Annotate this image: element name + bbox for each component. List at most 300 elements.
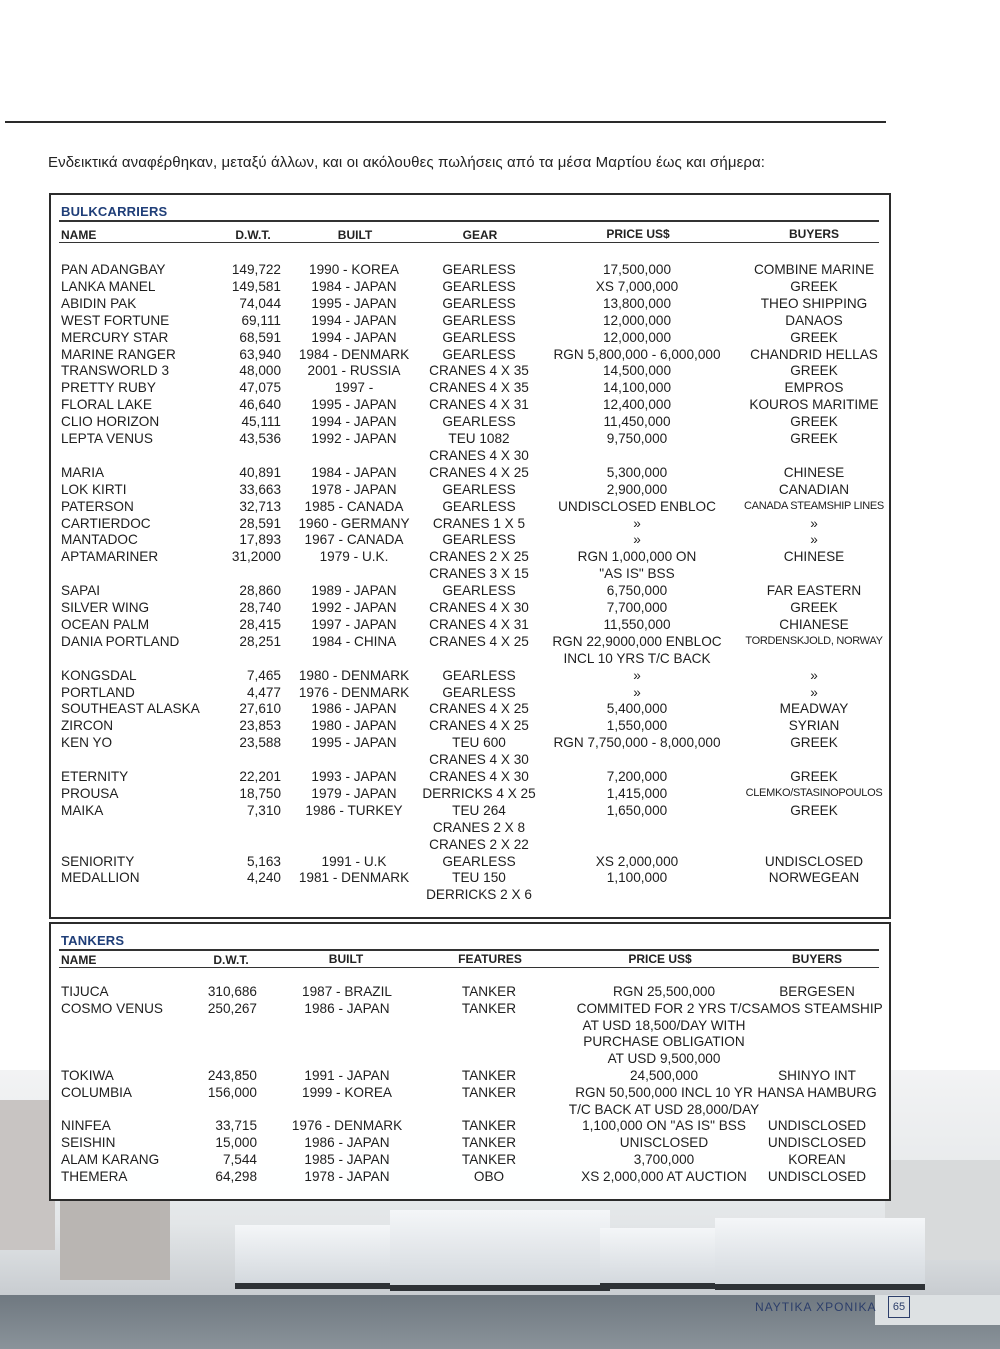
header-buyers: BUYERS xyxy=(791,952,843,966)
cell-features: TANKER xyxy=(461,1118,517,1134)
cell-price: 1,550,000 xyxy=(606,718,668,734)
cell-buyers: COMBINE MARINE xyxy=(753,262,875,277)
table-row xyxy=(51,1134,889,1151)
cell-buyers: KOREAN xyxy=(788,1152,846,1167)
cell-built: 1986 - JAPAN xyxy=(304,1135,390,1151)
cell-built: 1986 - JAPAN xyxy=(304,1000,390,1016)
cell-name: WEST FORTUNE xyxy=(61,312,170,328)
ship xyxy=(715,1218,925,1290)
divider xyxy=(59,967,879,968)
cell-features: TANKER xyxy=(461,1068,517,1083)
cell-built: 1992 - JAPAN xyxy=(311,431,397,446)
cell-buyers: GREEK xyxy=(790,735,838,751)
table-row xyxy=(51,278,889,295)
cell-price: INCL 10 YRS T/C BACK xyxy=(563,650,711,666)
cell-name: LOK KIRTI xyxy=(61,481,127,497)
cell-gear: GEARLESS xyxy=(442,414,516,430)
harbor-building xyxy=(0,1100,55,1250)
cell-built: 1980 - JAPAN xyxy=(311,718,397,734)
cell-name: TOKIWA xyxy=(61,1068,114,1083)
cell-price: » xyxy=(633,667,641,683)
cell-built: 1979 - U.K. xyxy=(319,549,389,565)
cell-dwt: 33,663 xyxy=(239,481,281,497)
cell-buyers: UNDISCLOSED xyxy=(767,1168,867,1184)
cell-name: MERCURY STAR xyxy=(61,329,169,345)
cell-features: OBO xyxy=(473,1168,505,1184)
cell-dwt: 28,740 xyxy=(239,600,281,615)
cell-built: 1997 - JAPAN xyxy=(311,616,397,632)
cell-price: » xyxy=(633,532,641,548)
cell-gear: GEARLESS xyxy=(442,853,516,869)
cell-price: » xyxy=(633,684,641,700)
cell-gear: CRANES 1 X 5 xyxy=(432,515,526,531)
table-row xyxy=(51,464,889,481)
cell-built: 1986 - JAPAN xyxy=(311,701,397,717)
table-row xyxy=(51,346,889,363)
cell-price: 9,750,000 xyxy=(606,431,668,446)
cell-dwt: 28,591 xyxy=(239,515,281,531)
cell-name: PRETTY RUBY xyxy=(61,380,156,396)
cell-gear: TEU 600 xyxy=(452,735,506,751)
table-row xyxy=(51,362,889,379)
cell-built: 1994 - JAPAN xyxy=(311,312,397,328)
cell-dwt: 48,000 xyxy=(239,363,281,379)
table-row xyxy=(51,1067,889,1084)
cell-dwt: 31,2000 xyxy=(231,549,281,565)
cell-built: 1985 - JAPAN xyxy=(304,1152,390,1167)
cell-buyers: UNDISCLOSED xyxy=(767,1135,867,1151)
header-buyers: BUYERS xyxy=(788,227,840,241)
header-price: PRICE US$ xyxy=(628,952,692,966)
cell-buyers: TORDENSKJOLD, NORWAY xyxy=(745,634,883,647)
header-name: NAME xyxy=(61,228,97,242)
cell-name: PAN ADANGBAY xyxy=(61,262,166,277)
cell-name: SOUTHEAST ALASKA xyxy=(61,701,200,717)
table-row xyxy=(51,447,889,464)
table-row xyxy=(51,413,889,430)
cell-built: 1997 - xyxy=(334,380,374,396)
cell-gear: TEU 264 xyxy=(452,802,506,818)
cell-gear: CRANES 4 X 31 xyxy=(429,397,529,413)
table-row xyxy=(51,751,889,768)
cell-dwt: 149,722 xyxy=(231,262,281,277)
cell-price: PURCHASE OBLIGATION xyxy=(583,1034,745,1050)
cell-price: 24,500,000 xyxy=(629,1068,699,1083)
cell-buyers: GREEK xyxy=(790,329,838,345)
cell-name: LEPTA VENUS xyxy=(61,431,153,446)
table-row xyxy=(51,869,889,886)
cell-buyers: CHIANESE xyxy=(779,616,849,632)
cell-built: 1984 - JAPAN xyxy=(311,464,397,480)
cell-price: 14,500,000 xyxy=(602,363,672,379)
cell-buyers: » xyxy=(810,515,818,531)
cell-name: ETERNITY xyxy=(61,769,129,784)
cell-dwt: 18,750 xyxy=(239,785,281,801)
cell-built: 1967 - CANADA xyxy=(304,532,404,548)
cell-buyers: NORWEGEAN xyxy=(768,870,860,886)
header-dwt: D.W.T. xyxy=(213,953,249,967)
ship xyxy=(390,1210,610,1291)
cell-name: CLIO HORIZON xyxy=(61,414,160,430)
cell-buyers: SYRIAN xyxy=(788,718,840,734)
header-built: BUILT xyxy=(328,952,364,966)
cell-name: ALAM KARANG xyxy=(61,1152,160,1167)
cell-dwt: 5,163 xyxy=(246,853,281,869)
table-row xyxy=(51,329,889,346)
cell-price: 12,000,000 xyxy=(602,312,672,328)
cell-dwt: 7,544 xyxy=(222,1152,257,1167)
cell-gear: CRANES 4 X 25 xyxy=(429,633,529,649)
cell-name: OCEAN PALM xyxy=(61,616,150,632)
divider xyxy=(59,949,879,951)
cell-name: CARTIERDOC xyxy=(61,515,151,531)
cell-price: 3,700,000 xyxy=(633,1152,695,1167)
table-row xyxy=(51,1033,889,1050)
cell-buyers: MEADWAY xyxy=(779,701,849,717)
cell-gear: CRANES 4 X 30 xyxy=(429,600,529,615)
cell-name: THEMERA xyxy=(61,1168,128,1184)
cell-price: UNDISCLOSED ENBLOC xyxy=(558,498,716,514)
cell-name: KEN YO xyxy=(61,735,113,751)
cell-price: 2,900,000 xyxy=(606,481,668,497)
cell-gear: CRANES 4 X 25 xyxy=(429,701,529,717)
cell-built: 1995 - JAPAN xyxy=(311,397,397,413)
cell-name: COSMO VENUS xyxy=(61,1000,163,1016)
cell-dwt: 28,860 xyxy=(239,583,281,599)
cell-features: TANKER xyxy=(461,984,517,999)
cell-dwt: 7,310 xyxy=(246,802,281,818)
cell-price: RGN 22,9000,000 ENBLOC xyxy=(552,633,722,649)
cell-gear: GEARLESS xyxy=(442,346,516,362)
cell-buyers: FAR EASTERN xyxy=(766,583,862,599)
magazine-name: ΝΑΥΤΙΚΑ ΧΡΟΝΙΚΑ xyxy=(755,1300,877,1314)
table-row xyxy=(51,1151,889,1168)
ship xyxy=(600,1228,730,1289)
cell-built: 1994 - JAPAN xyxy=(311,414,397,430)
cell-name: NINFEA xyxy=(61,1118,111,1134)
table-row xyxy=(51,734,889,751)
cell-buyers: UNDISCLOSED xyxy=(764,853,864,869)
cell-built: 1976 - DENMARK xyxy=(298,684,410,700)
header-features: FEATURES xyxy=(458,952,522,966)
table-row xyxy=(51,819,889,836)
cell-dwt: 17,893 xyxy=(239,532,281,548)
table-row xyxy=(51,565,889,582)
cell-price: 5,400,000 xyxy=(606,701,668,717)
table-row xyxy=(51,582,889,599)
cell-dwt: 22,201 xyxy=(239,769,281,784)
cell-price: 7,200,000 xyxy=(606,769,668,784)
cell-dwt: 74,044 xyxy=(239,295,281,311)
cell-gear: GEARLESS xyxy=(442,295,516,311)
bulkcarriers-table xyxy=(49,193,891,919)
cell-price: RGN 7,750,000 - 8,000,000 xyxy=(553,735,721,751)
cell-buyers: KOUROS MARITIME xyxy=(749,397,879,413)
cell-buyers: HANSA HAMBURG xyxy=(757,1084,877,1100)
cell-dwt: 43,536 xyxy=(239,431,281,446)
cell-gear: GEARLESS xyxy=(442,684,516,700)
cell-name: PATERSON xyxy=(61,498,134,514)
table-row xyxy=(51,295,889,312)
cell-name: MANTADOC xyxy=(61,532,138,548)
header-price: PRICE US$ xyxy=(606,227,670,241)
cell-buyers: CANADA STEAMSHIP LINES xyxy=(744,499,884,512)
table-row xyxy=(51,548,889,565)
table-row xyxy=(51,481,889,498)
cell-gear: GEARLESS xyxy=(442,498,516,514)
cell-name: ZIRCON xyxy=(61,718,114,734)
cell-dwt: 4,477 xyxy=(246,684,281,700)
cell-buyers: BERGESEN xyxy=(779,984,855,999)
cell-buyers: CLEMKO/STASINOPOULOS xyxy=(745,786,883,799)
table-row xyxy=(51,983,889,1000)
table-row xyxy=(51,515,889,532)
cell-buyers: GREEK xyxy=(790,600,838,615)
cell-price: 1,650,000 xyxy=(606,802,668,818)
ship xyxy=(235,1225,395,1289)
table-row xyxy=(51,667,889,684)
cell-built: 1981 - DENMARK xyxy=(298,870,410,886)
cell-dwt: 28,251 xyxy=(239,633,281,649)
cell-price: T/C BACK AT USD 28,000/DAY xyxy=(568,1101,760,1117)
table-row xyxy=(51,1000,889,1017)
cell-dwt: 68,591 xyxy=(239,329,281,345)
cell-name: DANIA PORTLAND xyxy=(61,633,180,649)
cell-gear: GEARLESS xyxy=(442,312,516,328)
cell-buyers: SAMOS STEAMSHIP xyxy=(751,1000,883,1016)
cell-built: 1985 - CANADA xyxy=(304,498,404,514)
cell-built: 1999 - KOREA xyxy=(302,1084,392,1100)
cell-dwt: 69,111 xyxy=(241,312,281,328)
page-number: 65 xyxy=(888,1296,910,1318)
cell-built: 2001 - RUSSIA xyxy=(307,363,401,379)
cell-price: RGN 5,800,000 - 6,000,000 xyxy=(553,346,721,362)
cell-name: SILVER WING xyxy=(61,600,150,615)
cell-name: SAPAI xyxy=(61,583,101,599)
cell-buyers: GREEK xyxy=(790,278,838,294)
cell-built: 1960 - GERMANY xyxy=(298,515,410,531)
cell-built: 1995 - JAPAN xyxy=(311,295,397,311)
cell-name: LANKA MANEL xyxy=(61,278,156,294)
cell-dwt: 23,853 xyxy=(239,718,281,734)
cell-buyers: GREEK xyxy=(790,414,838,430)
cell-built: 1984 - JAPAN xyxy=(311,278,397,294)
cell-price: XS 2,000,000 xyxy=(595,853,679,869)
header-gear: GEAR xyxy=(462,228,498,242)
cell-built: 1992 - JAPAN xyxy=(311,600,397,615)
cell-name: FLORAL LAKE xyxy=(61,397,152,413)
divider xyxy=(59,220,879,222)
cell-gear: CRANES 3 X 15 xyxy=(429,566,529,582)
cell-built: 1991 - JAPAN xyxy=(304,1068,390,1083)
cell-gear: TEU 1082 xyxy=(448,431,510,446)
cell-gear: TEU 150 xyxy=(452,870,506,886)
section-title: BULKCARRIERS xyxy=(61,204,168,219)
cell-buyers: GREEK xyxy=(790,431,838,446)
cell-gear: GEARLESS xyxy=(442,278,516,294)
cell-dwt: 250,267 xyxy=(207,1000,257,1016)
cell-name: TIJUCA xyxy=(61,984,109,999)
header-built: BUILT xyxy=(337,228,373,242)
table-row xyxy=(51,1168,889,1185)
cell-buyers: » xyxy=(810,684,818,700)
cell-price: 6,750,000 xyxy=(606,583,668,599)
cell-dwt: 64,298 xyxy=(215,1168,257,1184)
cell-features: TANKER xyxy=(461,1084,517,1100)
header-name: NAME xyxy=(61,953,97,967)
cell-gear: GEARLESS xyxy=(442,532,516,548)
cell-gear: CRANES 4 X 30 xyxy=(429,769,529,784)
cell-name: MEDALLION xyxy=(61,870,140,886)
cell-price: 5,300,000 xyxy=(606,464,668,480)
cell-dwt: 33,715 xyxy=(215,1118,257,1134)
cell-price: 11,550,000 xyxy=(603,616,671,632)
table-row xyxy=(51,498,889,515)
cell-price: 12,000,000 xyxy=(602,329,672,345)
cell-price: 1,100,000 xyxy=(606,870,668,886)
cell-built: 1987 - BRAZIL xyxy=(302,984,392,999)
cell-gear: CRANES 4 X 25 xyxy=(429,464,529,480)
table-row xyxy=(51,531,889,548)
cell-features: TANKER xyxy=(461,1135,517,1151)
cell-dwt: 47,075 xyxy=(239,380,281,396)
cell-dwt: 243,850 xyxy=(207,1068,257,1083)
table-row xyxy=(51,1101,889,1118)
cell-buyers: UNDISCLOSED xyxy=(767,1118,867,1134)
cell-buyers: » xyxy=(810,667,818,683)
cell-buyers: » xyxy=(810,532,818,548)
cell-dwt: 23,588 xyxy=(239,735,281,751)
cell-dwt: 40,891 xyxy=(239,464,281,480)
table-row xyxy=(51,886,889,903)
cell-gear: CRANES 2 X 25 xyxy=(429,549,529,565)
cell-buyers: CHANDRID HELLAS xyxy=(750,346,878,362)
cell-price: RGN 25,500,000 xyxy=(612,984,716,999)
cell-price: » xyxy=(633,515,641,531)
cell-dwt: 63,940 xyxy=(239,346,281,362)
cell-gear: CRANES 4 X 35 xyxy=(429,380,529,396)
cell-name: MAIKA xyxy=(61,802,104,818)
cell-gear: GEARLESS xyxy=(442,667,516,683)
divider xyxy=(59,242,879,243)
cell-buyers: SHINYO INT xyxy=(778,1068,856,1083)
cell-gear: GEARLESS xyxy=(442,583,516,599)
cell-dwt: 28,415 xyxy=(239,616,281,632)
cell-buyers: GREEK xyxy=(790,363,838,379)
cell-dwt: 46,640 xyxy=(239,397,281,413)
cell-dwt: 4,240 xyxy=(246,870,281,886)
cell-built: 1980 - DENMARK xyxy=(298,667,410,683)
cell-price: 17,500,000 xyxy=(602,262,672,277)
cell-dwt: 149,581 xyxy=(231,278,281,294)
table-row xyxy=(51,1017,889,1034)
cell-price: "AS IS" BSS xyxy=(599,566,675,582)
cell-features: TANKER xyxy=(461,1152,517,1167)
cell-gear: DERRICKS 4 X 25 xyxy=(422,785,536,801)
cell-gear: CRANES 4 X 30 xyxy=(429,447,529,463)
table-row xyxy=(51,1084,889,1101)
section-title: TANKERS xyxy=(61,933,125,948)
cell-buyers: THEO SHIPPING xyxy=(760,295,868,311)
cell-name: MARIA xyxy=(61,464,105,480)
harbor-building xyxy=(60,1200,170,1280)
cell-price: COMMITED FOR 2 YRS T/C xyxy=(576,1000,752,1016)
cell-built: 1978 - JAPAN xyxy=(304,1168,390,1184)
cell-price: XS 7,000,000 xyxy=(595,278,679,294)
cell-name: COLUMBIA xyxy=(61,1084,133,1100)
cell-built: 1984 - DENMARK xyxy=(298,346,410,362)
cell-dwt: 32,713 xyxy=(239,498,281,514)
cell-name: KONGSDAL xyxy=(61,667,137,683)
table-row xyxy=(51,853,889,870)
cell-price: 7,700,000 xyxy=(606,600,668,615)
cell-built: 1993 - JAPAN xyxy=(311,769,397,784)
cell-buyers: GREEK xyxy=(790,802,838,818)
cell-price: 13,800,000 xyxy=(602,295,672,311)
cell-price: 1,415,000 xyxy=(606,785,668,801)
cell-features: TANKER xyxy=(461,1000,517,1016)
table-row xyxy=(51,836,889,853)
table-row xyxy=(51,616,889,633)
table-row xyxy=(51,1117,889,1134)
cell-gear: DERRICKS 2 X 6 xyxy=(426,887,532,903)
cell-name: PROUSA xyxy=(61,785,119,801)
cell-gear: CRANES 2 X 22 xyxy=(429,836,529,852)
cell-gear: CRANES 4 X 35 xyxy=(429,363,529,379)
cell-gear: CRANES 4 X 31 xyxy=(429,616,529,632)
table-row xyxy=(51,768,889,785)
cell-dwt: 156,000 xyxy=(207,1084,257,1100)
table-row xyxy=(51,684,889,701)
cell-built: 1990 - KOREA xyxy=(309,262,399,277)
cell-built: 1989 - JAPAN xyxy=(311,583,397,599)
table-row xyxy=(51,1050,889,1067)
cell-name: PORTLAND xyxy=(61,684,135,700)
cell-gear: CRANES 4 X 30 xyxy=(429,752,529,768)
cell-name: APTAMARINER xyxy=(61,549,159,565)
cell-price: UNISCLOSED xyxy=(619,1135,709,1151)
table-row xyxy=(51,599,889,616)
cell-buyers: CHINESE xyxy=(783,464,845,480)
cell-built: 1979 - JAPAN xyxy=(311,785,397,801)
cell-buyers: CANADIAN xyxy=(778,481,850,497)
table-row xyxy=(51,700,889,717)
cell-built: 1991 - U.K xyxy=(321,853,387,869)
cell-gear: GEARLESS xyxy=(442,481,516,497)
cell-price: 11,450,000 xyxy=(603,414,671,430)
cell-price: AT USD 18,500/DAY WITH xyxy=(582,1017,746,1033)
table-row xyxy=(51,396,889,413)
cell-dwt: 310,686 xyxy=(207,984,257,999)
top-rule xyxy=(5,121,886,123)
cell-gear: CRANES 2 X 8 xyxy=(432,819,526,835)
cell-gear: GEARLESS xyxy=(442,262,516,277)
cell-price: XS 2,000,000 AT AUCTION xyxy=(581,1168,747,1184)
table-row xyxy=(51,261,889,278)
header-dwt: D.W.T. xyxy=(235,228,271,242)
cell-name: SEISHIN xyxy=(61,1135,116,1151)
cell-gear: GEARLESS xyxy=(442,329,516,345)
cell-price: 1,100,000 ON "AS IS" BSS xyxy=(582,1118,746,1134)
cell-price: RGN 50,500,000 INCL 10 YR xyxy=(575,1084,753,1100)
cell-buyers: EMPROS xyxy=(784,380,844,396)
cell-price: 12,400,000 xyxy=(602,397,672,413)
cell-price: 14,100,000 xyxy=(602,380,672,396)
cell-name: ABIDIN PAK xyxy=(61,295,137,311)
cell-built: 1986 - TURKEY xyxy=(305,802,403,818)
table-row xyxy=(51,379,889,396)
cell-name: TRANSWORLD 3 xyxy=(61,363,170,379)
